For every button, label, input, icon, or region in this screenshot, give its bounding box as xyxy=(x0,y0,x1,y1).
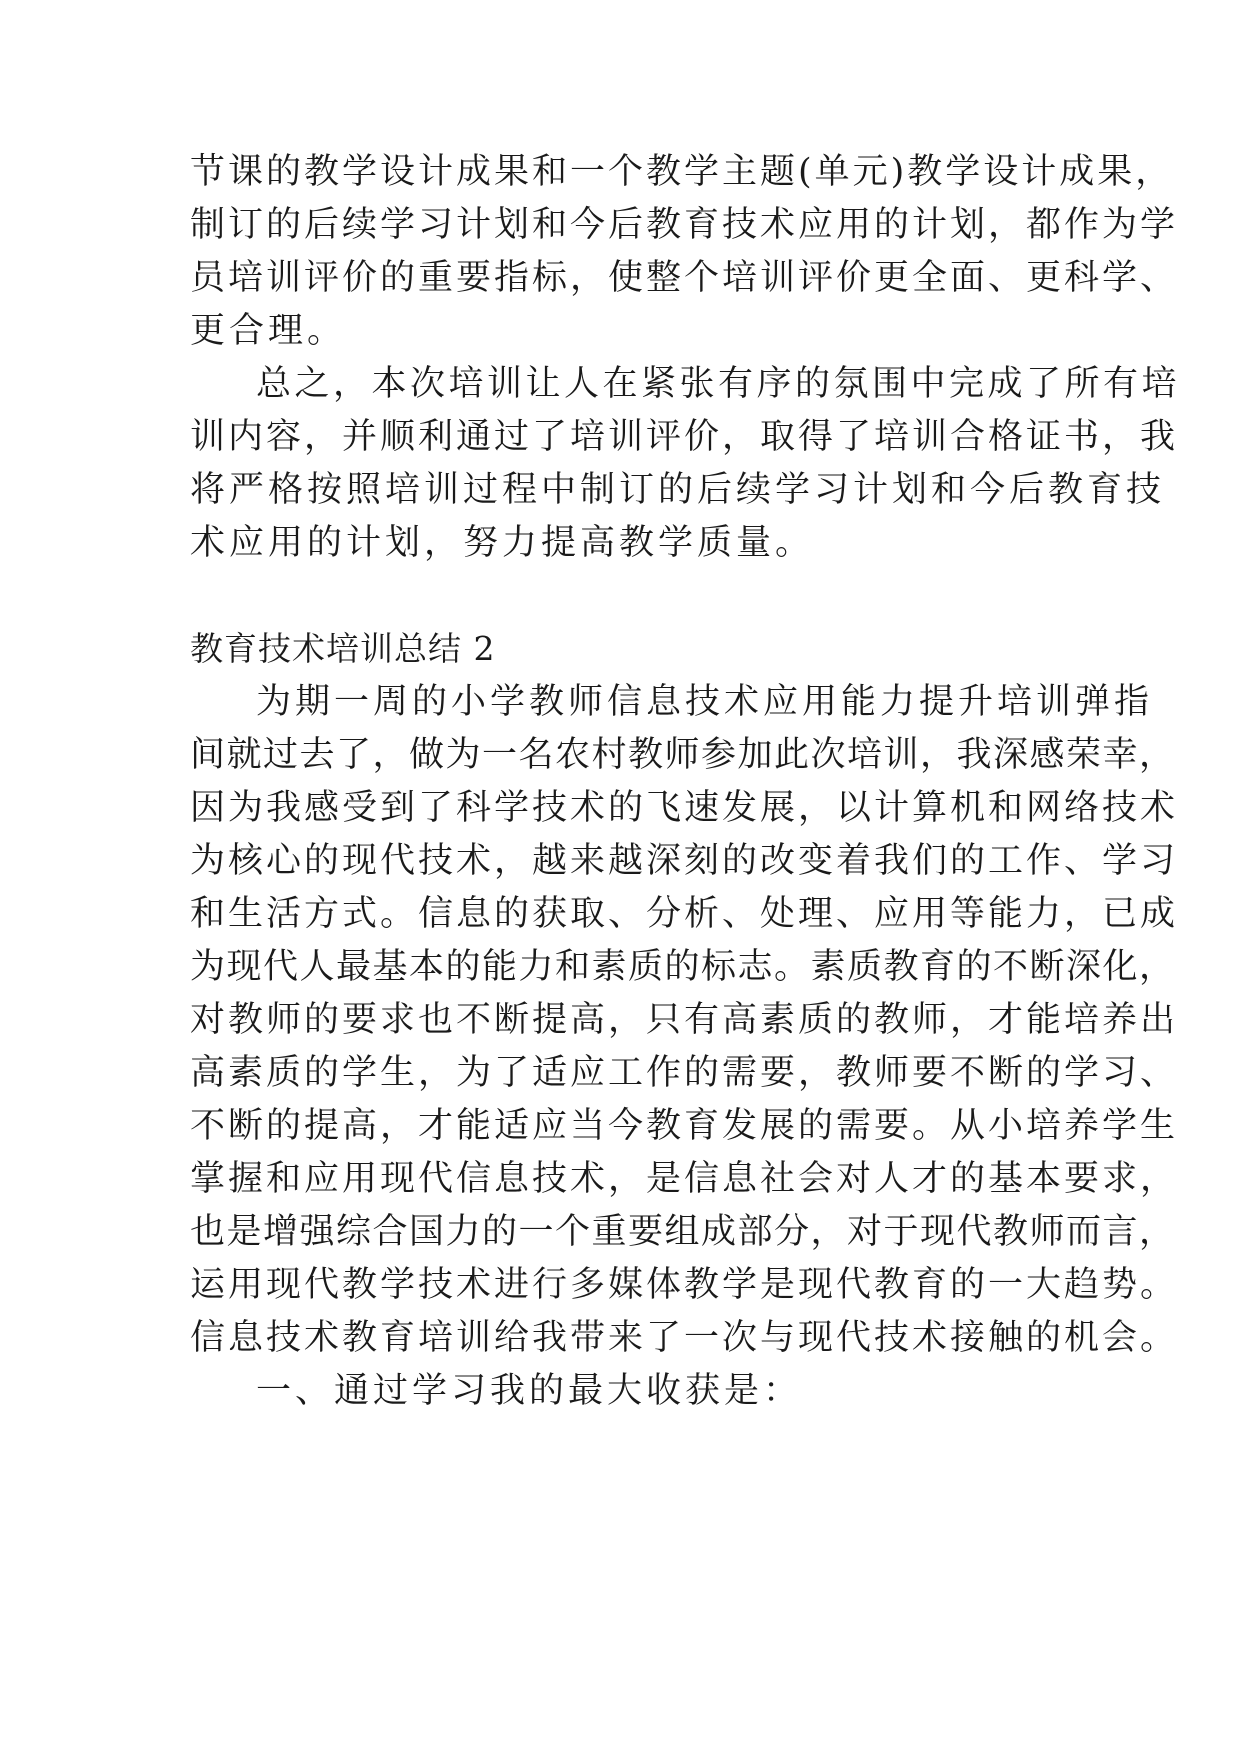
paragraph-1-line-3: 员培训评价的重要指标，使整个培训评价更全面、更科学、 xyxy=(190,258,1179,298)
paragraph-2-line-2: 训内容，并顺利通过了培训评价，取得了培训合格证书，我 xyxy=(190,417,1179,457)
paragraph-3-line-5: 和生活方式。信息的获取、分析、处理、应用等能力，已成 xyxy=(190,894,1179,934)
paragraph-3-line-11: 也是增强综合国力的一个重要组成部分，对于现代教师而言， xyxy=(190,1212,1176,1252)
paragraph-3-line-3: 因为我感受到了科学技术的飞速发展，以计算机和网络技术 xyxy=(190,788,1179,828)
paragraph-2-line-3: 将严格按照培训过程中制订的后续学习计划和今后教育技 xyxy=(190,470,1166,510)
section-title: 教育技术培训总结 2 xyxy=(190,629,496,668)
paragraph-4-line-1: 一、通过学习我的最大收获是： xyxy=(256,1371,803,1411)
paragraph-3-line-12: 运用现代教学技术进行多媒体教学是现代教育的一大趋势。 xyxy=(190,1265,1179,1305)
paragraph-3-line-9: 不断的提高，才能适应当今教育发展的需要。从小培养学生 xyxy=(190,1106,1179,1146)
paragraph-3-line-4: 为核心的现代技术，越来越深刻的改变着我们的工作、学习 xyxy=(190,841,1179,881)
paragraph-3-line-10: 掌握和应用现代信息技术，是信息社会对人才的基本要求， xyxy=(190,1159,1179,1199)
paragraph-2-line-1: 总之，本次培训让人在紧张有序的氛围中完成了所有培 xyxy=(256,364,1181,404)
paragraph-3-line-7: 对教师的要求也不断提高，只有高素质的教师，才能培养出 xyxy=(190,1000,1179,1040)
paragraph-2-line-4: 术应用的计划，努力提高教学质量。 xyxy=(190,523,815,563)
paragraph-3-line-6: 为现代人最基本的能力和素质的标志。素质教育的不断深化， xyxy=(190,947,1176,987)
paragraph-3-line-2: 间就过去了，做为一名农村教师参加此次培训，我深感荣幸， xyxy=(190,735,1176,775)
paragraph-3-line-1: 为期一周的小学教师信息技术应用能力提升培训弹指 xyxy=(256,682,1154,722)
paragraph-3-line-13: 信息技术教育培训给我带来了一次与现代技术接触的机会。 xyxy=(190,1318,1179,1358)
paragraph-3-line-8: 高素质的学生，为了适应工作的需要，教师要不断的学习、 xyxy=(190,1053,1179,1093)
paragraph-1-line-1: 节课的教学设计成果和一个教学主题(单元)教学设计成果， xyxy=(190,152,1174,192)
paragraph-1-line-4: 更合理。 xyxy=(190,311,347,351)
paragraph-1-line-2: 制订的后续学习计划和今后教育技术应用的计划，都作为学 xyxy=(190,205,1179,245)
